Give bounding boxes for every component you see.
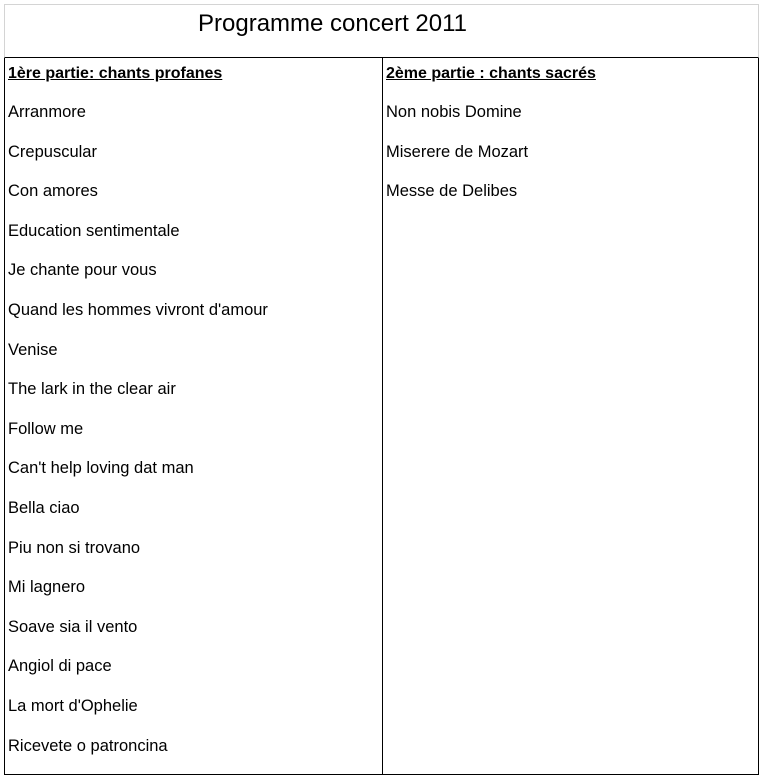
part-one-song: Mi lagnero [8,578,86,597]
part-one-song: Can't help loving dat man [8,459,194,478]
programme-body [4,58,759,775]
concert-programme-table [4,4,759,775]
title-cell [4,4,759,58]
part-one-song: Je chante pour vous [8,261,157,280]
part-two-song-list [386,102,528,221]
part-one-song: Bella ciao [8,498,80,517]
part-one-song: The lark in the clear air [8,380,176,399]
page-title: Programme concert 2011 [198,10,468,37]
part-one-song: Soave sia il vento [8,617,138,636]
part-one-song: Quand les hommes vivront d'amour [8,300,268,319]
part-two-song: Non nobis Domine [386,103,522,121]
part-one-song: Piu non si trovano [8,538,141,557]
part-one-song: Angiol di pace [8,657,112,676]
part-one-song: La mort d'Ophelie [8,696,138,715]
part-one-column [5,58,383,774]
part-one-song: Arranmore [8,103,86,121]
part-one-song: Venise [8,340,58,359]
part-one-song: Ricevete o patroncina [8,736,168,755]
part-one-song: Education sentimentale [8,221,180,240]
part-one-song: Con amores [8,182,98,201]
part-two-heading: 2ème partie : chants sacrés [386,65,596,82]
part-one-song-list [8,102,268,775]
part-one-song: Crepuscular [8,142,97,161]
part-two-song: Miserere de Mozart [386,142,529,161]
part-one-heading: 1ère partie: chants profanes [8,65,223,82]
part-two-song: Messe de Delibes [386,182,518,201]
part-one-song: Follow me [8,419,84,438]
part-two-column [383,58,758,774]
